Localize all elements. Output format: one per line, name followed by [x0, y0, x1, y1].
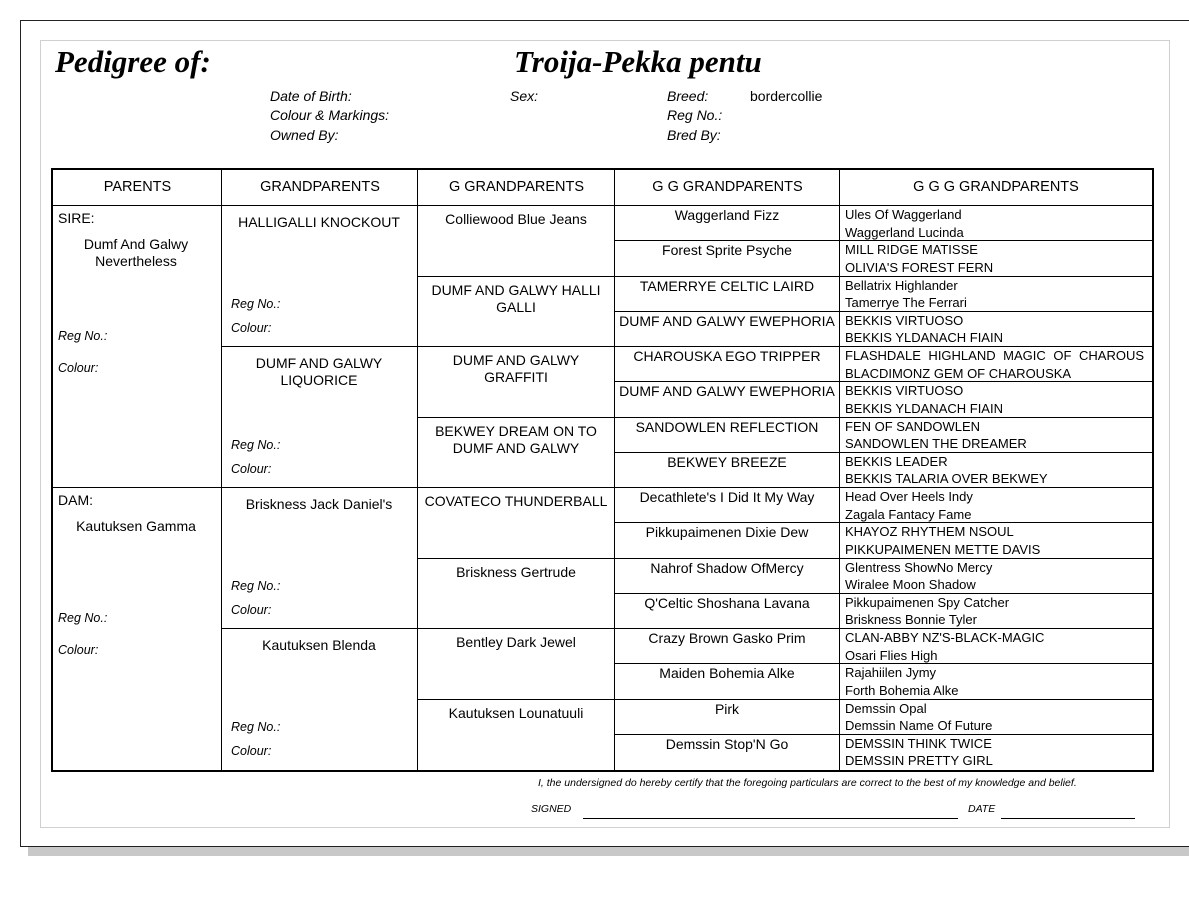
gg-grandparent-name: Waggerland Fizz [674, 207, 780, 223]
g-grandparent-name: COVATECO THUNDERBALL [424, 493, 608, 509]
ggg-grandparent-name: KHAYOZ RHYTHEM NSOUL [845, 524, 1014, 540]
reg-no-label: Reg No.: [58, 611, 108, 625]
g-grandparent-name: Kautuksen Lounatuuli [448, 704, 584, 721]
date-of-birth-label: Date of Birth: [270, 88, 352, 104]
ggg-grandparent-name: SANDOWLEN THE DREAMER [845, 436, 1027, 451]
reg-no-label: Reg No.: [58, 329, 108, 343]
ggg-grandparent-name: DEMSSIN PRETTY GIRL [845, 753, 993, 769]
ggg-grandparent-name: Osari Flies High [845, 647, 938, 663]
gg-grandparent-name: DUMF AND GALWY EWEPHORIA [619, 383, 835, 400]
grandparent-name: HALLIGALLI KNOCKOUT [238, 214, 400, 230]
ggg-grandparent-name: BEKKIS TALARIA OVER BEKWEY [845, 471, 1048, 487]
gg-grandparent-name: CHAROUSKA EGO TRIPPER [633, 348, 821, 364]
grandparents-divider [222, 628, 417, 629]
gg-grandparents-divider [615, 628, 839, 629]
signature-line[interactable] [583, 818, 958, 819]
gg-grandparent-name: Nahrof Shadow OfMercy [650, 559, 804, 576]
column-header-ggg-grandparents: G G G GRANDPARENTS [913, 179, 1079, 195]
ggg-grandparent-pair [840, 241, 1144, 276]
gg-grandparent-name: Crazy Brown Gasko Prim [648, 630, 806, 646]
ggg-grandparent-name: Wiralee Moon Shadow [845, 577, 976, 592]
ggg-grandparent-pair [840, 347, 1144, 382]
ggg-grandparent-name: MILL RIDGE MATISSE [845, 242, 978, 258]
ggg-grandparent-name: FEN OF SANDOWLEN [845, 418, 981, 434]
bred-by-label: Bred By: [667, 127, 721, 143]
ggg-grandparent-name: Rajahiilen Jymy [845, 665, 937, 681]
dam-label: DAM: [58, 492, 93, 508]
ggg-grandparent-name: BEKKIS YLDANACH FIAIN [845, 330, 1003, 346]
ggg-grandparent-name: PIKKUPAIMENEN METTE DAVIS [845, 541, 1041, 557]
certification-text: I, the undersigned do hereby certify that the foregoing particulars are correct to the best of my knowledge and belief. [538, 777, 1077, 789]
colour-label: Colour: [231, 603, 272, 617]
ggg-grandparent-name: Head Over Heels Indy [845, 489, 973, 504]
ggg-grandparent-pair [840, 700, 1144, 735]
column-header-g-grandparents: G GRANDPARENTS [448, 179, 585, 195]
ggg-grandparent-name: BLACDIMONZ GEM OF CHAROUSKA [845, 365, 1072, 381]
gg-grandparents-divider [615, 240, 839, 241]
g-grandparent-name: Bentley Dark Jewel [456, 634, 576, 650]
gg-grandparent-name: SANDOWLEN REFLECTION [635, 418, 819, 435]
ggg-grandparent-name: BEKKIS LEADER [845, 453, 948, 469]
colour-label: Colour: [58, 643, 99, 657]
ggg-grandparent-name: Tamerrye The Ferrari [845, 295, 967, 310]
ggg-grandparent-pair [840, 206, 1144, 241]
column-divider [221, 170, 222, 770]
g-grandparent-name: BEKWEY DREAM ON TO DUMF AND GALWY [435, 422, 597, 456]
ggg-grandparent-name: BEKKIS VIRTUOSO [845, 383, 964, 399]
colour-label: Colour: [231, 744, 272, 758]
pedigree-table [51, 168, 1154, 772]
gg-grandparent-name: Pikkupaimenen Dixie Dew [645, 524, 809, 541]
ggg-grandparent-name: Glentress ShowNo Mercy [845, 559, 993, 575]
grandparents-divider [222, 487, 417, 488]
column-header-grandparents: GRANDPARENTS [260, 179, 380, 195]
gg-grandparent-name: BEKWEY BREEZE [667, 453, 787, 470]
gg-grandparents-divider [615, 522, 839, 523]
ggg-grandparent-name: FLASHDALE HIGHLAND MAGIC OF CHAROUS [845, 348, 1144, 363]
gg-grandparents-divider [615, 346, 839, 347]
ggg-grandparent-name: BEKKIS VIRTUOSO [845, 312, 964, 328]
ggg-grandparent-pair [840, 664, 1144, 699]
g-grandparent-name: Colliewood Blue Jeans [445, 211, 587, 227]
reg-no-label: Reg No.: [231, 297, 281, 311]
g-grandparents-divider [418, 699, 614, 700]
ggg-grandparent-name: Zagala Fantacy Fame [845, 506, 972, 522]
parents-divider [53, 487, 221, 488]
owned-by-label: Owned By: [270, 127, 339, 143]
column-divider [614, 170, 615, 770]
grandparent-name: DUMF AND GALWY LIQUORICE [255, 355, 383, 388]
ggg-grandparent-name: Pikkupaimenen Spy Catcher [845, 594, 1010, 610]
ggg-grandparent-pair [840, 453, 1144, 488]
reg-no-label: Reg No.: [231, 438, 281, 452]
g-grandparents-divider [418, 276, 614, 277]
gg-grandparent-name: Decathlete's I Did It My Way [639, 489, 815, 505]
date-label: DATE [968, 803, 996, 815]
g-grandparents-divider [418, 628, 614, 629]
gg-grandparent-name: Forest Sprite Psyche [662, 242, 792, 259]
gg-grandparents-divider [615, 487, 839, 488]
grandparents-divider [222, 346, 417, 347]
ggg-grandparent-pair [840, 523, 1144, 558]
ggg-grandparent-pair [840, 312, 1144, 347]
g-grandparents-divider [418, 487, 614, 488]
breed-label: Breed: [667, 88, 709, 104]
ggg-grandparent-pair [840, 735, 1144, 770]
gg-grandparent-name: Demssin Stop'N Go [665, 735, 789, 752]
column-header-gg-grandparents: G G GRANDPARENTS [652, 179, 803, 195]
ggg-grandparent-pair [840, 629, 1144, 664]
reg-no-label: Reg No.: [231, 579, 281, 593]
page-shadow [28, 846, 1189, 856]
grandparent-name: Briskness Jack Daniel's [245, 496, 393, 512]
signed-label: SIGNED [531, 803, 572, 815]
g-grandparent-name: DUMF AND GALWY GRAFFITI [452, 352, 580, 385]
ggg-grandparent-pair [840, 559, 1144, 594]
ggg-grandparent-name: Ules Of Waggerland [845, 207, 962, 222]
ggg-grandparent-name: BEKKIS YLDANACH FIAIN [845, 400, 1003, 416]
gg-grandparent-name: TAMERRYE CELTIC LAIRD [639, 277, 815, 294]
dog-name: Troija-Pekka pentu [514, 44, 762, 79]
colour-label: Colour: [231, 462, 272, 476]
gg-grandparent-name: Q'Celtic Shoshana Lavana [644, 594, 810, 611]
ggg-grandparent-pair [840, 277, 1144, 312]
ggg-grandparent-name: Briskness Bonnie Tyler [845, 612, 977, 628]
ggg-grandparent-name: Waggerland Lucinda [845, 224, 964, 240]
sire-name: Dumf And Galwy Nevertheless [83, 236, 189, 269]
ggg-grandparent-name: Forth Bohemia Alke [845, 682, 959, 698]
breed-value: bordercollie [750, 88, 823, 104]
g-grandparent-name: DUMF AND GALWY HALLI GALLI [431, 281, 601, 315]
ggg-grandparent-pair [840, 382, 1144, 417]
ggg-grandparent-name: Demssin Opal [845, 700, 927, 716]
gg-grandparent-name: DUMF AND GALWY EWEPHORIA [619, 312, 835, 329]
pedigree-title-label: Pedigree of: [55, 44, 211, 79]
gg-grandparent-name: Pirk [714, 700, 740, 717]
dam-name: Kautuksen Gamma [76, 518, 196, 534]
column-header-parents: PARENTS [103, 179, 172, 195]
reg-no-label: Reg No.: [231, 720, 281, 734]
ggg-grandparent-pair [840, 594, 1144, 629]
ggg-grandparent-pair [840, 418, 1144, 453]
sire-label: SIRE: [58, 210, 95, 226]
g-grandparents-divider [418, 558, 614, 559]
colour-label: Colour: [58, 361, 99, 375]
ggg-grandparent-name: Bellatrix Highlander [845, 277, 958, 293]
ggg-grandparent-name: OLIVIA'S FOREST FERN [845, 259, 994, 275]
ggg-grandparent-name: DEMSSIN THINK TWICE [845, 735, 992, 751]
column-divider [417, 170, 418, 770]
ggg-grandparent-pair [840, 488, 1144, 523]
g-grandparents-divider [418, 346, 614, 347]
ggg-grandparent-name: CLAN-ABBY NZ'S-BLACK-MAGIC [845, 630, 1045, 645]
ggg-grandparent-name: Demssin Name Of Future [845, 718, 993, 733]
reg-no-label: Reg No.: [667, 107, 723, 123]
date-line[interactable] [1001, 818, 1135, 819]
gg-grandparent-name: Maiden Bohemia Alke [659, 665, 795, 682]
grandparent-name: Kautuksen Blenda [262, 637, 376, 653]
sex-label: Sex: [510, 88, 539, 104]
colour-label: Colour: [231, 321, 272, 335]
gg-grandparents-divider [615, 663, 839, 664]
gg-grandparents-divider [615, 381, 839, 382]
g-grandparents-divider [418, 417, 614, 418]
g-grandparent-name: Briskness Gertrude [456, 563, 576, 580]
colour-markings-label: Colour & Markings: [270, 107, 390, 123]
